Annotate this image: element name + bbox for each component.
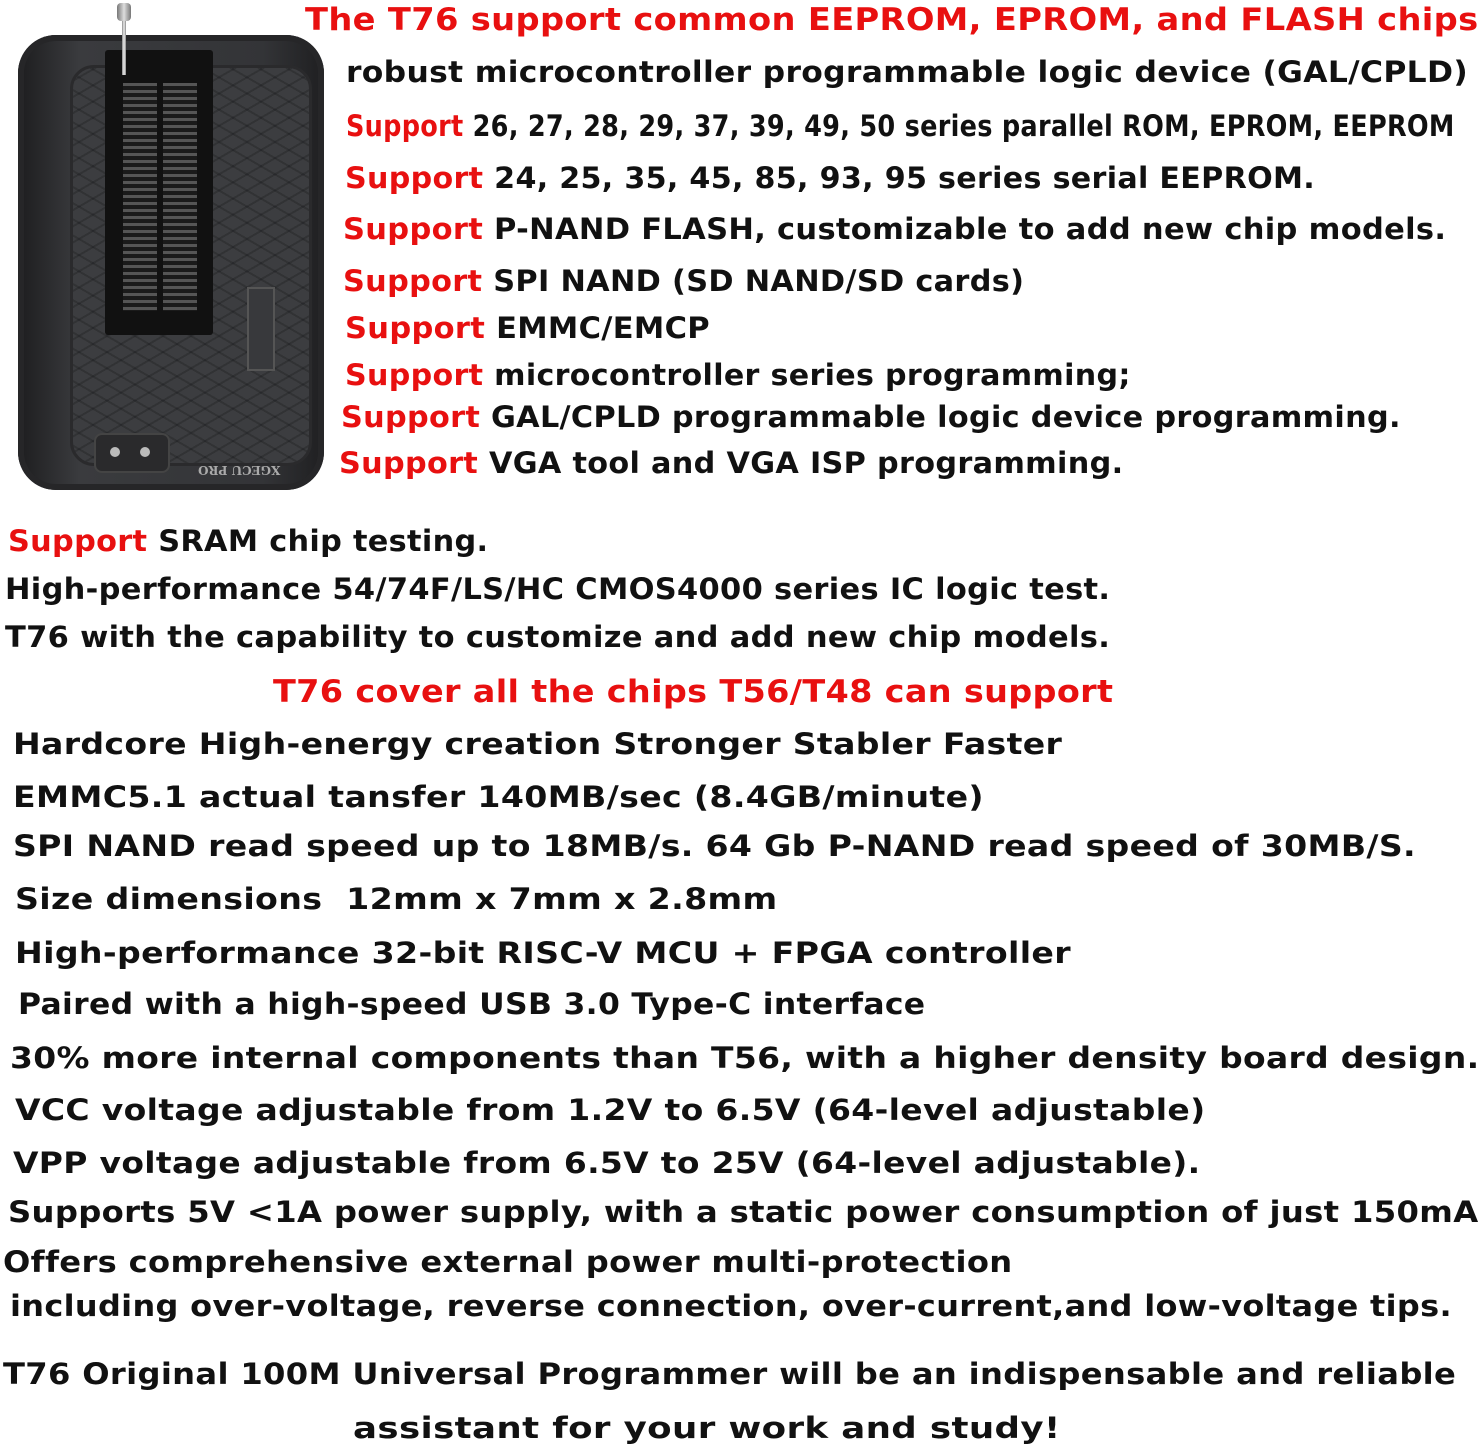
headline [305,2,1479,38]
spec-line [10,1040,1479,1076]
spec-text: Supports 5V <1A power supply, with a static power consumption of just 150mA [8,1195,1479,1229]
feature-text: T76 with the capability to customize and add new chip models. [5,620,1111,654]
feature-text: 26, 27, 28, 29, 37, 39, 49, 50 series parallel ROM, EPROM, EEPROM [463,109,1455,143]
zif-socket [105,50,213,335]
feature-line [341,399,1401,435]
spec-text: VCC voltage adjustable from 1.2V to 6.5V (64-level adjustable) [15,1093,1206,1127]
feature-line [345,357,1131,393]
spec-text: Offers comprehensive external power multi-protection [3,1245,1013,1279]
led-icon [140,447,150,457]
spec-line [15,935,1071,971]
led-indicators [94,433,170,473]
spec-text: Size dimensions 12mm x 7mm x 2.8mm [15,882,778,916]
closing-text: T76 Original 100M Universal Programmer will be an indispensable and reliable [3,1357,1457,1391]
spec-text: 30% more internal components than T56, with a higher density board design. [10,1041,1480,1075]
feature-text: microcontroller series programming; [483,358,1131,392]
feature-text: SRAM chip testing. [147,524,489,558]
support-label: Support [8,524,148,558]
support-label: Support [339,446,479,480]
feature-line [343,263,1024,299]
feature-line [345,160,1315,196]
feature-line [346,54,1468,90]
subheadline [273,674,1113,710]
spec-text: Hardcore High-energy creation Stronger Stabler Faster [13,727,1063,761]
headline-text: The T76 support common EEPROM, EPROM, and FLASH chips [305,2,1479,38]
spec-line [13,726,1062,762]
support-label: Support [343,212,484,246]
spec-line [8,1194,1479,1230]
spec-line [13,828,1416,864]
feature-text: VGA tool and VGA ISP programming. [478,446,1124,480]
support-label: Support [345,161,484,195]
spec-line [15,1092,1206,1128]
socket-pins-left [123,83,157,311]
feature-text: EMMC/EMCP [485,311,710,345]
feature-text: 24, 25, 35, 45, 85, 93, 95 series serial EEPROM. [483,161,1316,195]
socket-lever-knob [117,3,131,21]
spec-line [15,881,778,917]
spec-text: VPP voltage adjustable from 6.5V to 25V (64-level adjustable). [13,1146,1201,1180]
feature-line [8,523,488,559]
chip-placement-marker [247,287,275,371]
feature-line [5,619,1110,655]
socket-pins-right [163,83,197,311]
feature-line [339,445,1123,481]
spec-line [10,1288,1452,1324]
spec-text: High-performance 32-bit RISC-V MCU + FPGA controller [15,936,1071,970]
spec-line [18,986,925,1022]
feature-text: High-performance 54/74F/LS/HC CMOS4000 series IC logic test. [5,572,1111,606]
feature-text: GAL/CPLD programmable logic device programming. [480,400,1401,434]
support-label: Support [343,264,483,298]
spec-line [13,1145,1200,1181]
led-icon [110,447,120,457]
spec-line [13,779,984,815]
feature-text: SPI NAND (SD NAND/SD cards) [482,264,1025,298]
subheadline-text: T76 cover all the chips T56/T48 can support [273,674,1114,710]
spec-text: Paired with a high-speed USB 3.0 Type-C interface [18,987,926,1021]
feature-line [345,310,710,346]
spec-text: EMMC5.1 actual tansfer 140MB/sec (8.4GB/minute) [13,780,984,814]
support-label: Support [345,358,484,392]
spec-line [3,1244,1012,1280]
closing-text: assistant for your work and study! [353,1411,1061,1445]
support-label: Support [345,311,486,345]
spec-text: including over-voltage, reverse connection, over-current,and low-voltage tips. [10,1289,1452,1323]
feature-text: robust microcontroller programmable logic device (GAL/CPLD) [346,55,1468,89]
spec-text: SPI NAND read speed up to 18MB/s. 64 Gb P-NAND read speed of 30MB/S. [13,829,1416,863]
closing-line [353,1410,1061,1446]
feature-line [343,211,1446,247]
closing-line [3,1356,1456,1392]
brand-logo: XGECU PRO [198,463,281,477]
feature-text: P-NAND FLASH, customizable to add new chip models. [483,212,1447,246]
support-label: Support [346,109,464,143]
feature-line [5,571,1110,607]
support-label: Support [341,400,481,434]
feature-line [346,108,1455,144]
